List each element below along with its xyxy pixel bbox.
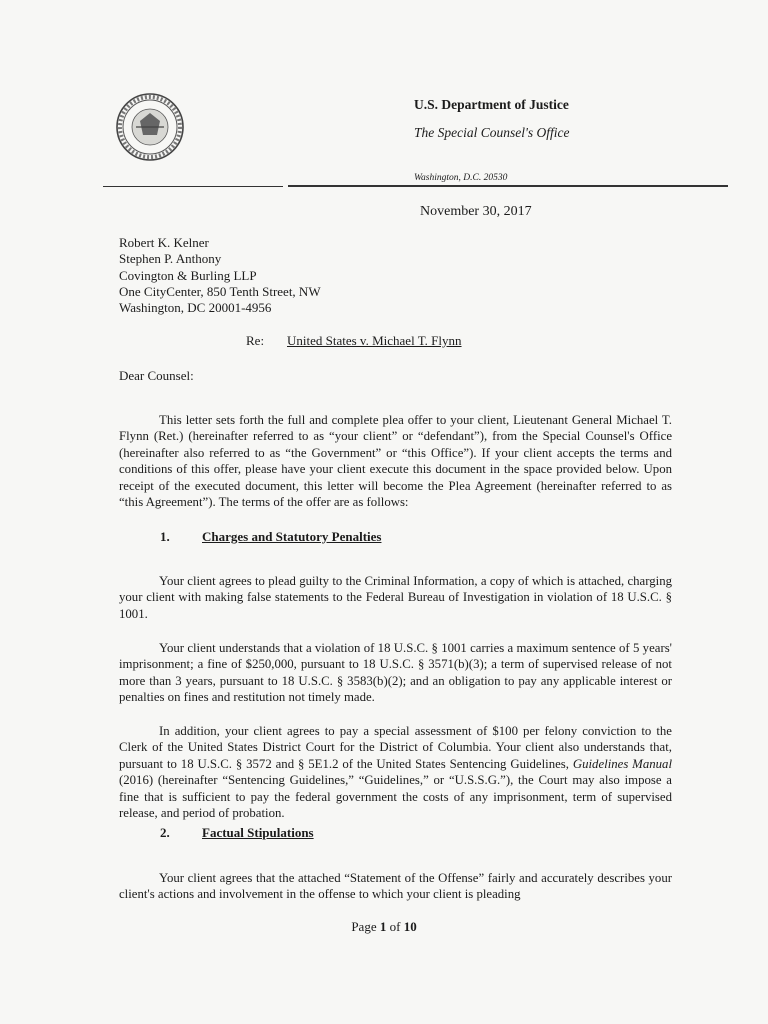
page-footer: [0, 919, 768, 935]
re-label: Re:: [246, 333, 265, 348]
page-total: 10: [403, 919, 417, 934]
doj-seal-icon: [110, 91, 192, 163]
salutation: Dear Counsel:: [119, 368, 194, 383]
addressee-line: Washington, DC 20001-4956: [119, 300, 272, 316]
charges-paragraph-3: [119, 723, 672, 822]
case-caption: United States v. Michael T. Flynn: [287, 333, 462, 348]
charges-paragraph-2: Your client understands that a violation of 18 U.S.C. § 1001 carries a maximum sentence of 5 years' imprisonment; a fine of $250,000, pursuant to 18 U.S.C. § 3571(b)(3); a term of supervised release of not more than 3 years, pursuant to 18 U.S.C. § 3583(b)(2); and an obligation to pay any applicable interest or penalties on fines and restitution not timely made.: [119, 640, 672, 705]
page-prefix: Page: [351, 919, 380, 934]
section-number: 1.: [160, 529, 170, 544]
addressee-line: Stephen P. Anthony: [119, 251, 222, 267]
section-number: 2.: [160, 825, 170, 840]
paragraph-text: (2016) (hereinafter “Sentencing Guidelines,” “Guidelines,” or “U.S.S.G.”), the Court may also impose a fine that is sufficient to pay the federal government the costs of any imprisonment, term of supervised release, and period of probation.: [119, 773, 672, 821]
charges-paragraph-1: Your client agrees to plead guilty to the Criminal Information, a copy of which is attached, charging your client with making false statements to the Federal Bureau of Investigation in violation of 18 U.S.C. § 1001.: [119, 573, 672, 621]
letterhead-divider-right: [288, 185, 728, 187]
addressee-line: Covington & Burling LLP: [119, 267, 257, 283]
page-of: of: [386, 919, 404, 934]
office-name: The Special Counsel's Office: [414, 125, 570, 140]
page-current: 1: [379, 919, 387, 934]
letterhead-divider-left: [103, 186, 283, 187]
intro-paragraph: This letter sets forth the full and complete plea offer to your client, Lieutenant General Michael T. Flynn (Ret.) (hereinafter referred to as “your client” or “defendant”), from the Special Counsel's Office (hereinafter also referred to as “the Government” or “this Office”). If your client accepts the terms and conditions of this offer, please have your client execute this document in the space provided below. Upon receipt of the executed document, this letter will become the Plea Agreement (hereinafter referred to as “this Agreement”). The terms of the offer are as follows:: [119, 412, 672, 510]
paragraph-text: In addition, your client agrees to pay a special assessment of $100 per felony conviction to the Clerk of the United States District Court for the District of Columbia. Your client also understands that, pursuant to 18 U.S.C. § 3572 and § 5E1.2 of the United States Sentencing Guidelines,: [119, 723, 672, 771]
addressee-block: [119, 235, 321, 316]
department-name: U.S. Department of Justice: [414, 97, 569, 112]
factual-paragraph-1: Your client agrees that the attached “Statement of the Offense” fairly and accurately describes your client's actions and involvement in the offense to which your client is pleading: [119, 870, 672, 902]
section-title: Charges and Statutory Penalties: [202, 529, 382, 544]
letter-date: November 30, 2017: [420, 204, 532, 219]
section-title: Factual Stipulations: [202, 825, 314, 840]
addressee-line: One CityCenter, 850 Tenth Street, NW: [119, 283, 321, 299]
addressee-line: Robert K. Kelner: [119, 235, 209, 250]
manual-title: Guidelines Manual: [572, 756, 672, 771]
office-city: Washington, D.C. 20530: [414, 173, 508, 183]
